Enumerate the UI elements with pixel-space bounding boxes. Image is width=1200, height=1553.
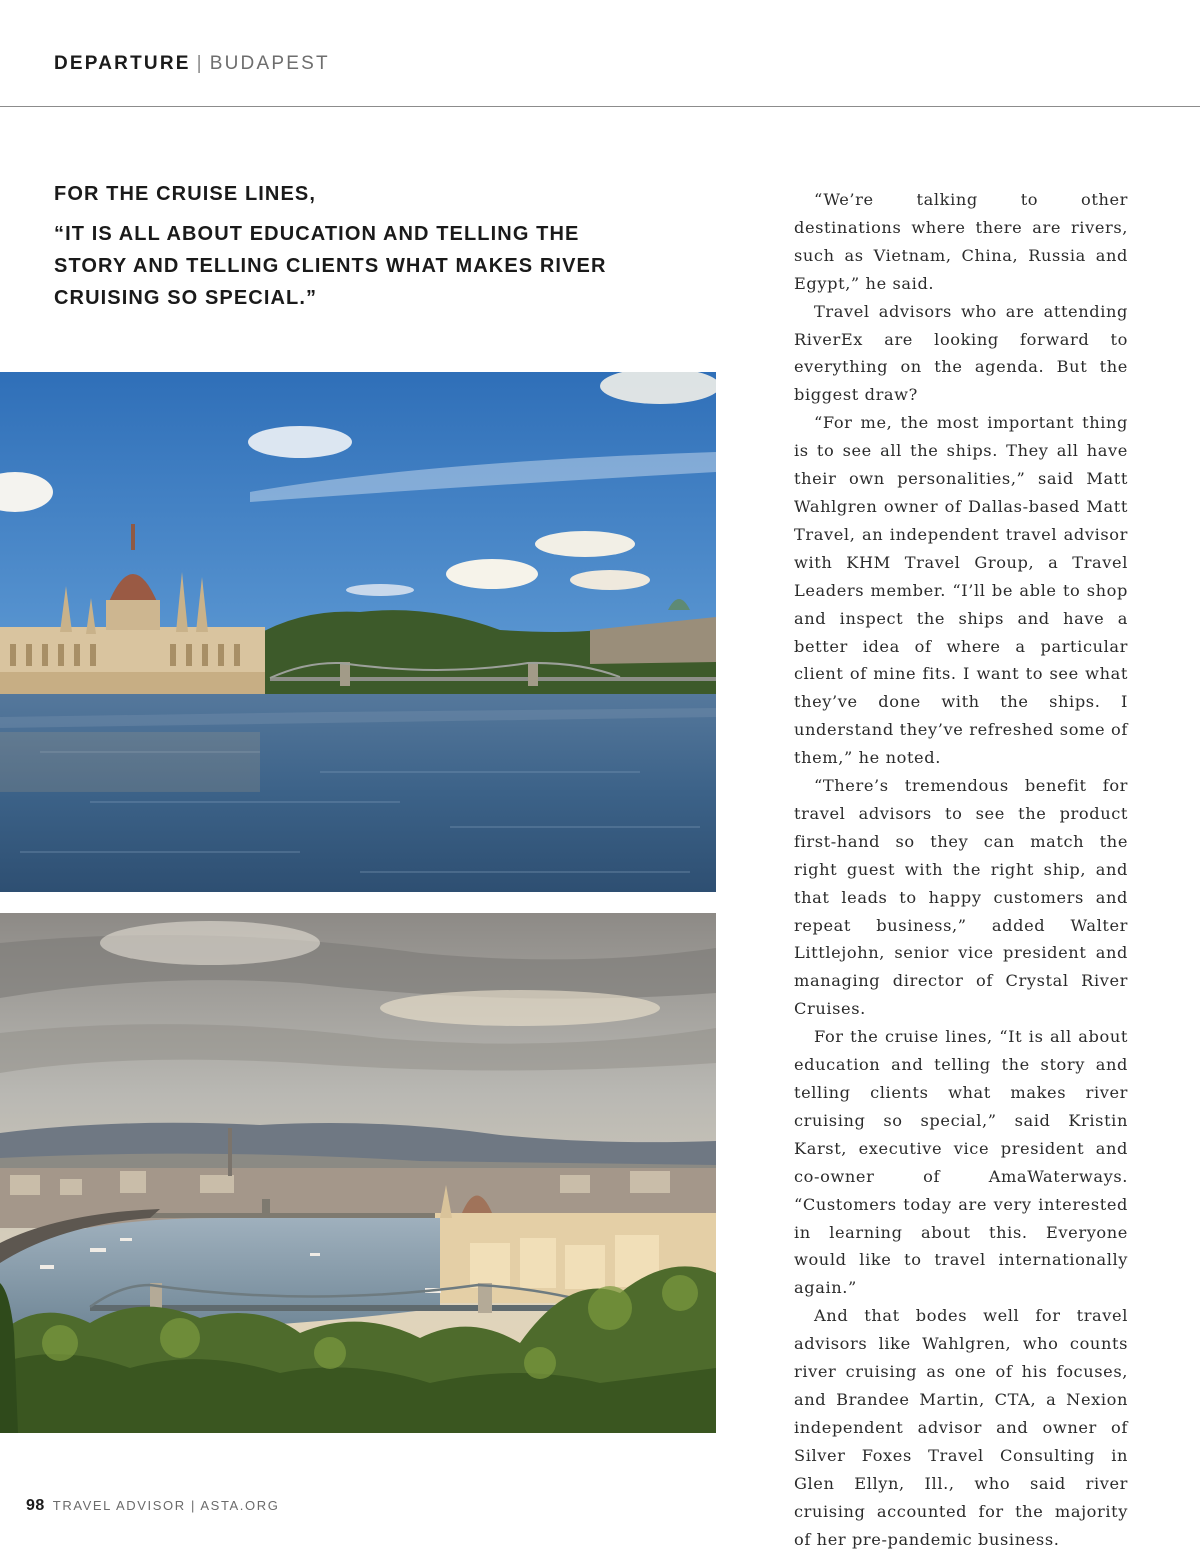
photo-parliament-danube <box>0 372 716 892</box>
pull-quote <box>54 178 614 314</box>
city-label: BUDAPEST <box>209 53 330 74</box>
article-paragraph: For the cruise lines, “It is all about education and telling the story and telling clients what makes river cruising so special,” said Kristin Karst, executive vice president and co-owner of AmaWaterways. “Customers today are very interested in learning about this. Everyone would like to travel internationally again.” <box>794 1027 1128 1298</box>
running-header <box>54 53 330 75</box>
article-body <box>794 186 1128 1553</box>
article-paragraph: “For me, the most important thing is to see all the ships. They all have their own personalities,” said Matt Wahlgren owner of Dallas-based Matt Travel, an independent travel advisor with KHM Travel Group, a Travel Leaders member. “I’ll be able to shop and inspect the ships and have a better idea of where a particular client of mine fits. I want to see what they’ve done with the ships. I understand they’ve refreshed some of them,” he noted. <box>794 413 1128 768</box>
article-paragraph: “There’s tremendous benefit for travel advisors to see the product first-hand so they can match the right guest with the right ship, and that leads to happy customers and repeat business,” added Walter Littlejohn, senior vice president and managing director of Crystal River Cruises. <box>794 776 1128 1019</box>
pull-quote-text: “IT IS ALL ABOUT EDUCATION AND TELLING THE STORY AND TELLING CLIENTS WHAT MAKES RIVER CRUISING SO SPECIAL.” <box>54 223 607 309</box>
header-rule <box>0 106 1200 107</box>
page-number: 98 <box>26 1497 45 1514</box>
article-paragraph: And that bodes well for travel advisors like Wahlgren, who counts river cruising as one of his focuses, and Brandee Martin, CTA, a Nexion independent advisor and owner of Silver Foxes Travel Consulting in Glen Ellyn, Ill., who said river cruising accounted for the majority of her pre-pandemic business. <box>794 1306 1128 1549</box>
pull-quote-lead: FOR THE CRUISE LINES, <box>54 183 317 205</box>
page-footer <box>26 1497 279 1515</box>
header-separator: | <box>196 53 204 74</box>
article-paragraph: “We’re talking to other destinations where there are rivers, such as Vietnam, China, Russia and Egypt,” he said. <box>794 190 1128 293</box>
section-label: DEPARTURE <box>54 53 191 74</box>
publication-name: TRAVEL ADVISOR | ASTA.ORG <box>52 1498 280 1513</box>
article-paragraph: Travel advisors who are attending RiverEx are looking forward to everything on the agenda. But the biggest draw? <box>794 301 1128 405</box>
photo-budapest-panorama <box>0 913 716 1433</box>
